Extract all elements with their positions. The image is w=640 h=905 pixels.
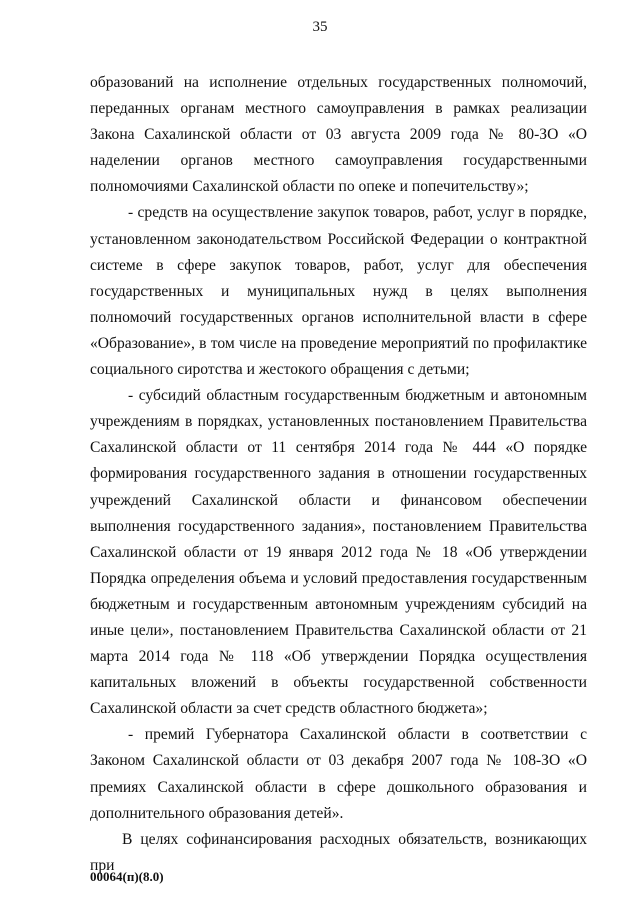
paragraph-governor-awards: - премий Губернатора Сахалинской области в соответствии с Законом Сахалинской области от 03 декабря 2007 года № 108-ЗО «О премиях Сахалинской области в сфере дошкольного образования и дополнительного образования детей». (90, 726, 587, 822)
paragraph-procurement-funds: - средств на осуществление закупок товаров, работ, услуг в порядке, установленном законодательством Российской Федерации о контрактной системе в сфере закупок товаров, работ, услуг для обеспечения государственных и муниципальных нужд в целях выполнения полномочий государственных органов исполнительной власти в сфере «Образование», в том числе на проведение мероприятий по профилактике социального сиротства и жестокого обращения с детьми; (90, 204, 587, 379)
document-body (90, 70, 587, 879)
paragraph-cofinancing: В целях софинансирования расходных обязательств, возникающих при (90, 830, 587, 874)
document-footer-code: 00064(п)(8.0) (90, 869, 164, 884)
paragraph-subsidies: - субсидий областным государственным бюджетным и автономным учреждениям в порядках, установленных постановлением Правительства Сахалинской области от 11 сентября 2014 года № 444 «О порядке формирования государственного задания в отношении государственных учреждений Сахалинской области и финансовом обеспечении выполнения государственного задания», постановлением Правительства Сахалинской области от 19 января 2012 года № 18 «Об утверждении Порядка определения объема и условий предоставления государственным бюджетным и государственным автономным учреждениям субсидий на иные цели», постановлением Правительства Сахалинской области от 21 марта 2014 года № 118 «Об утверждении Порядка осуществления капитальных вложений в объекты государственной собственности Сахалинской области за счет средств областного бюджета»; (90, 387, 587, 718)
paragraph-continuation: образований на исполнение отдельных государственных полномочий, переданных органам местного самоуправления в рамках реализации Закона Сахалинской области от 03 августа 2009 года № 80-ЗО «О наделении органов местного самоуправления государственными полномочиями Сахалинской области по опеке и попечительству»; (90, 74, 587, 196)
page-number: 35 (312, 19, 328, 35)
